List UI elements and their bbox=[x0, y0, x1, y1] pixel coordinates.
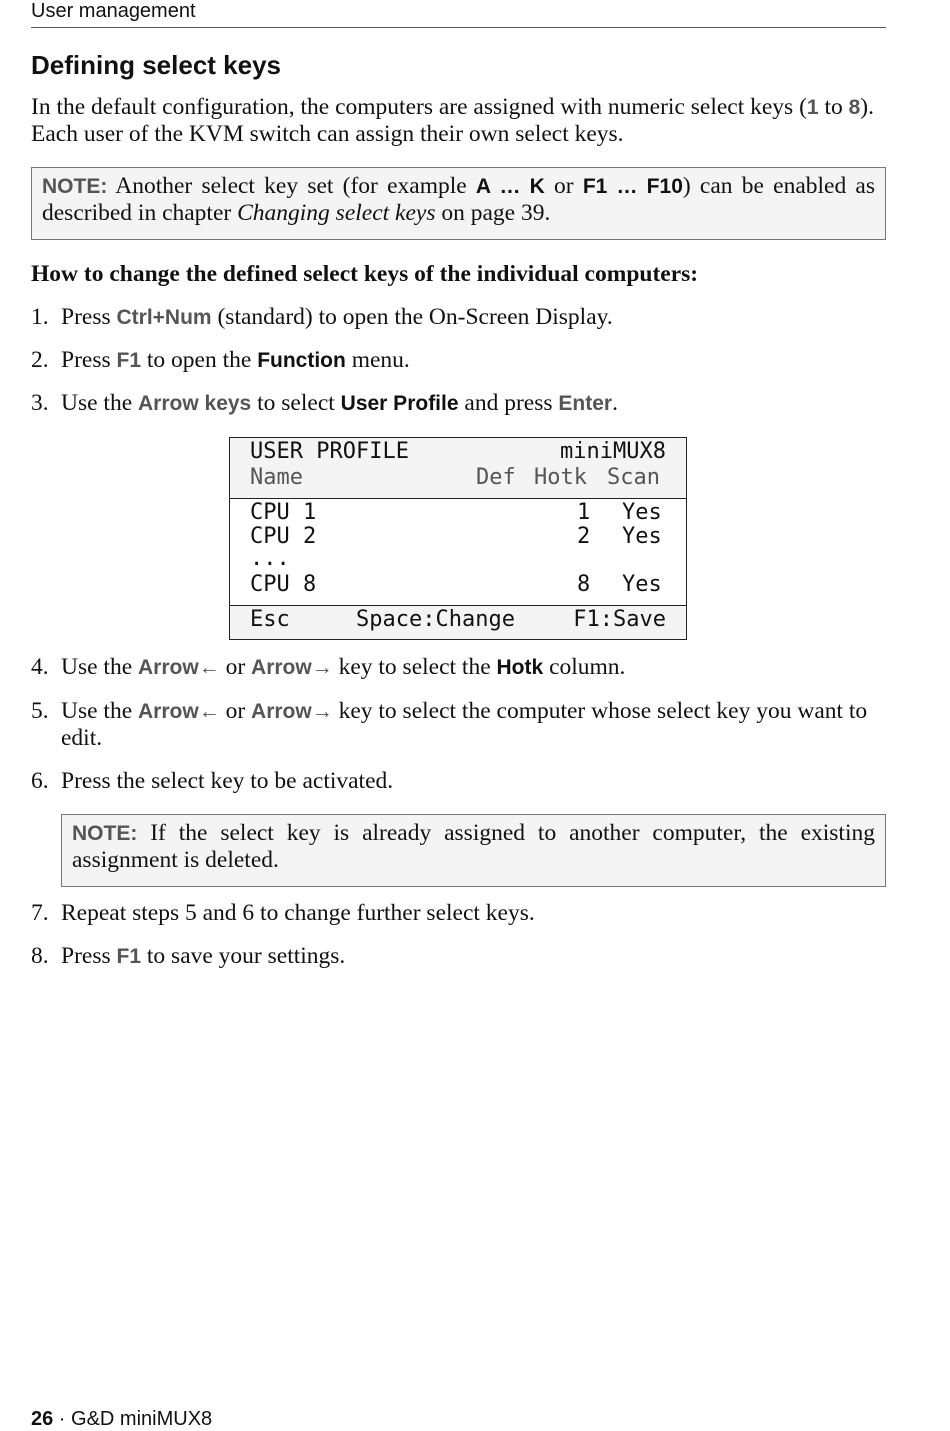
note-label: NOTE: bbox=[72, 822, 138, 845]
intro-paragraph: In the default configuration, the computers are assigned with numeric select keys (1 to 8). Each user of the KVM switch can assign their own select keys. bbox=[31, 94, 874, 147]
osd-col-hotk: Hotk bbox=[534, 465, 587, 490]
osd-row-scan: Yes bbox=[622, 572, 662, 597]
osd-row-hotk: 1 bbox=[577, 500, 591, 525]
osd-col-def: Def bbox=[476, 465, 516, 490]
osd-user-profile-screen bbox=[229, 437, 687, 640]
chapter-reference: Changing select keys bbox=[237, 200, 436, 226]
note-box-existing-assignment: NOTE: If the select key is already assigned to another computer, the existing assignment is deleted. bbox=[61, 814, 886, 887]
osd-footer-save: F1:Save bbox=[573, 607, 666, 632]
osd-footer-change: Space:Change bbox=[356, 607, 515, 632]
osd-col-name: Name bbox=[250, 465, 303, 490]
note-label: NOTE: bbox=[42, 175, 108, 198]
osd-row-name: CPU 8 bbox=[250, 572, 317, 597]
product-name: G&D miniMUX8 bbox=[71, 1408, 213, 1430]
key-8: 8 bbox=[848, 96, 861, 119]
osd-row-name: CPU 1 bbox=[250, 500, 317, 525]
osd-footer-esc: Esc bbox=[250, 607, 290, 632]
osd-col-scan: Scan bbox=[607, 465, 660, 490]
osd-row-ellipsis: ... bbox=[250, 546, 290, 571]
section-title: Defining select keys bbox=[31, 50, 281, 80]
procedure-heading: How to change the defined select keys of the individual computers: bbox=[31, 261, 699, 287]
osd-row-hotk: 8 bbox=[577, 572, 591, 597]
osd-row-scan: Yes bbox=[622, 500, 662, 525]
header-rule bbox=[31, 27, 886, 28]
page-number: 26 bbox=[31, 1408, 54, 1430]
note-box-select-key-set: NOTE: Another select key set (for example A … K or F1 … F10) can be enabled as described in chapter Changing select keys on page 39. bbox=[31, 167, 886, 240]
osd-device-name: miniMUX8 bbox=[560, 439, 666, 464]
page-footer: 26 · G&D miniMUX8 bbox=[31, 1408, 213, 1430]
running-header: User management bbox=[31, 0, 196, 22]
osd-row-name: CPU 2 bbox=[250, 524, 317, 549]
osd-row-hotk: 2 bbox=[577, 524, 591, 549]
osd-row-scan: Yes bbox=[622, 524, 662, 549]
key-1: 1 bbox=[806, 96, 819, 119]
osd-title: USER PROFILE bbox=[250, 439, 409, 464]
